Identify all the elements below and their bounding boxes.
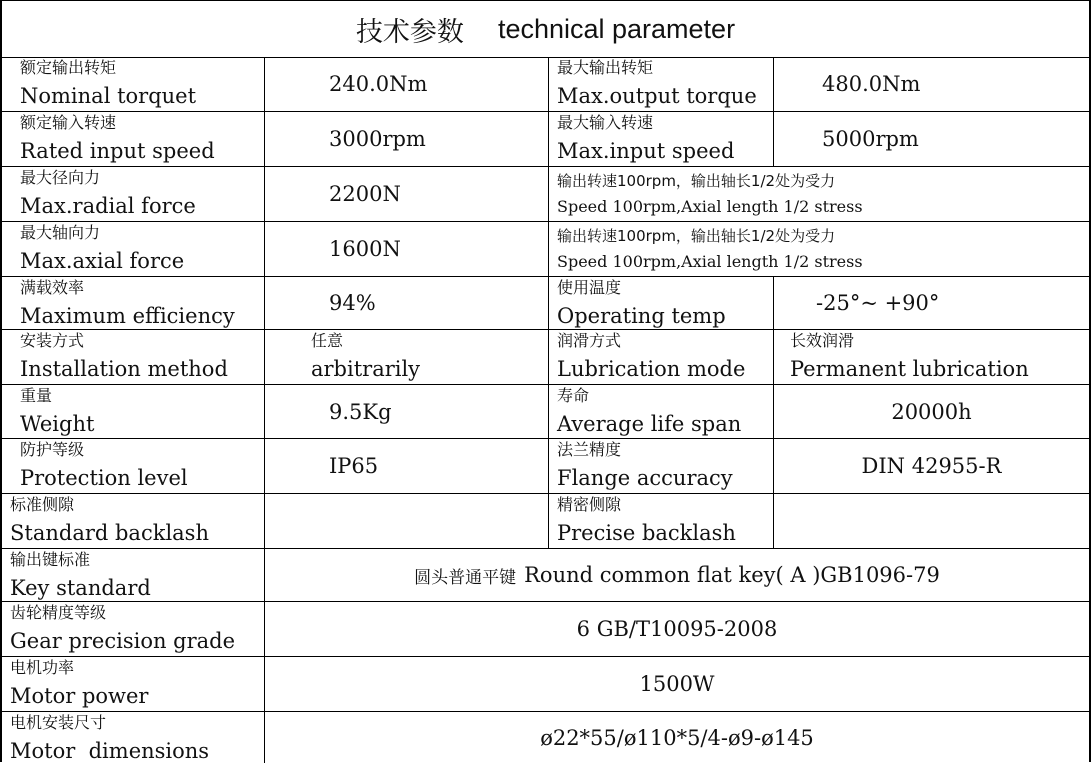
value-en: arbitrarily (311, 357, 421, 381)
value: DIN 42955-R (861, 454, 1002, 478)
value-cell (264, 277, 548, 329)
label-cn: 使用温度 (557, 278, 622, 297)
label-cn: 重量 (20, 386, 53, 405)
note-cell (548, 222, 1089, 276)
value: 480.0Nm (822, 72, 921, 96)
table-row (2, 602, 1089, 657)
label-en: Average life span (557, 412, 742, 436)
label-en: Rated input speed (20, 139, 215, 163)
label-cell (548, 330, 773, 384)
value-cell (773, 277, 1089, 329)
value-en: Round common flat key( A )GB1096-79 (524, 563, 940, 587)
table-row (2, 712, 1089, 763)
table-row (2, 494, 1089, 549)
title-chinese: 技术参数 (355, 16, 464, 48)
value-cn: 圆头普通平键 (414, 567, 517, 588)
label-cell (548, 439, 773, 493)
label-en: Weight (20, 412, 95, 436)
value-cell (773, 57, 1089, 111)
label-cell (2, 657, 264, 711)
table-row (2, 549, 1089, 602)
label-cn: 满载效率 (20, 278, 85, 297)
label-cell (2, 494, 264, 548)
value-cell-wide (264, 712, 1089, 763)
value: 94% (329, 291, 376, 315)
label-cn: 最大输入转速 (557, 113, 654, 132)
table-row (2, 222, 1089, 277)
label-en: Key standard (10, 576, 151, 600)
label-en: Motor power (10, 684, 149, 708)
note-cn: 输出转速100rpm，输出轴长1/2处为受力 (557, 227, 836, 245)
label-en: Max.axial force (20, 249, 185, 273)
value (774, 494, 1089, 548)
table-row (2, 167, 1089, 222)
wide-value (265, 549, 1089, 601)
table-title (2, 1, 1089, 58)
label-cn: 额定输入转速 (20, 113, 117, 132)
table-row (2, 277, 1089, 330)
value-cell (264, 439, 548, 493)
value-cell (264, 57, 548, 111)
table-row (2, 330, 1089, 385)
label-cell (2, 57, 264, 111)
label-cell (2, 277, 264, 329)
note-cn: 输出转速100rpm，输出轴长1/2处为受力 (557, 172, 836, 190)
wide-value: ø22*55/ø110*5/4-ø9-ø145 (540, 725, 814, 750)
value: 5000rpm (822, 127, 919, 151)
value: 1600N (329, 237, 401, 261)
label-cn: 安装方式 (20, 331, 85, 350)
label-en: Operating temp (557, 304, 726, 328)
label-en: Nominal torquet (20, 84, 197, 108)
label-cn: 最大径向力 (20, 168, 101, 187)
note-en: Speed 100rpm,Axial length 1/2 stress (557, 197, 863, 216)
value (265, 494, 548, 548)
value: -25°~ +90° (816, 291, 940, 315)
label-cell (548, 57, 773, 111)
label-cell (2, 712, 264, 763)
note-en: Speed 100rpm,Axial length 1/2 stress (557, 252, 863, 271)
label-cn: 最大输出转矩 (557, 58, 654, 77)
value-cell (264, 222, 548, 276)
value-cell (264, 112, 548, 166)
value-cell (264, 494, 548, 548)
label-cell (548, 385, 773, 438)
label-cn: 齿轮精度等级 (10, 603, 107, 622)
label-cell (2, 330, 264, 384)
value-cell (264, 167, 548, 221)
label-cn: 寿命 (557, 386, 590, 405)
label-en: Lubrication mode (557, 357, 746, 381)
value-cell (264, 330, 548, 384)
table-row (2, 439, 1089, 494)
label-cn: 润滑方式 (557, 331, 622, 350)
table-row (2, 112, 1089, 167)
label-en: Flange accuracy (557, 466, 733, 490)
label-cn: 防护等级 (20, 440, 85, 459)
label-en: Max.input speed (557, 139, 735, 163)
label-cell (2, 112, 264, 166)
value-cn: 长效润滑 (790, 331, 855, 350)
value-cell (773, 494, 1089, 548)
label-cell (2, 602, 264, 656)
value: 20000h (891, 399, 972, 424)
title-english: technical parameter (497, 13, 736, 44)
value-cn: 任意 (311, 331, 344, 350)
label-cn: 法兰精度 (557, 440, 622, 459)
label-cn: 精密侧隙 (557, 495, 622, 514)
wide-value: 6 GB/T10095-2008 (576, 617, 778, 641)
label-cell (548, 112, 773, 166)
value: 2200N (329, 182, 401, 206)
table-row (2, 385, 1089, 439)
label-cell (2, 167, 264, 221)
label-en: Maximum efficiency (20, 304, 235, 328)
label-cn: 标准侧隙 (10, 495, 75, 514)
label-cn: 电机功率 (10, 658, 75, 677)
label-en: Standard backlash (10, 521, 209, 545)
value-cell-wide (264, 657, 1089, 711)
label-cell (548, 494, 773, 548)
label-en: Installation method (20, 357, 228, 381)
label-cn: 输出键标准 (10, 550, 91, 569)
value: IP65 (329, 454, 379, 478)
label-cell (2, 439, 264, 493)
value-cell-wide (264, 549, 1089, 601)
table-row (2, 57, 1089, 112)
value-en: Permanent lubrication (790, 357, 1029, 381)
value-cell (773, 330, 1089, 384)
label-cell (2, 222, 264, 276)
value-cell-wide (264, 602, 1089, 656)
value-cell (773, 385, 1089, 438)
label-en: Protection level (20, 466, 188, 490)
value: 3000rpm (329, 127, 426, 151)
label-en: Precise backlash (557, 521, 736, 545)
label-en: Gear precision grade (10, 629, 236, 653)
label-en: Max.radial force (20, 194, 196, 218)
value-cell (264, 385, 548, 438)
table-row (2, 657, 1089, 712)
label-cn: 额定输出转矩 (20, 58, 117, 77)
wide-value: 1500W (639, 672, 715, 696)
value: 240.0Nm (329, 72, 428, 96)
value-cell (773, 439, 1089, 493)
label-cell (2, 549, 264, 601)
value: 9.5Kg (329, 399, 392, 424)
note-cell (548, 167, 1089, 221)
label-cn: 电机安装尺寸 (10, 713, 107, 732)
label-cn: 最大轴向力 (20, 223, 101, 242)
label-en: Max.output torque (557, 84, 757, 108)
label-cell (2, 385, 264, 438)
value-cell (773, 112, 1089, 166)
label-cell (548, 277, 773, 329)
label-en: Motor dimensions (10, 739, 210, 763)
